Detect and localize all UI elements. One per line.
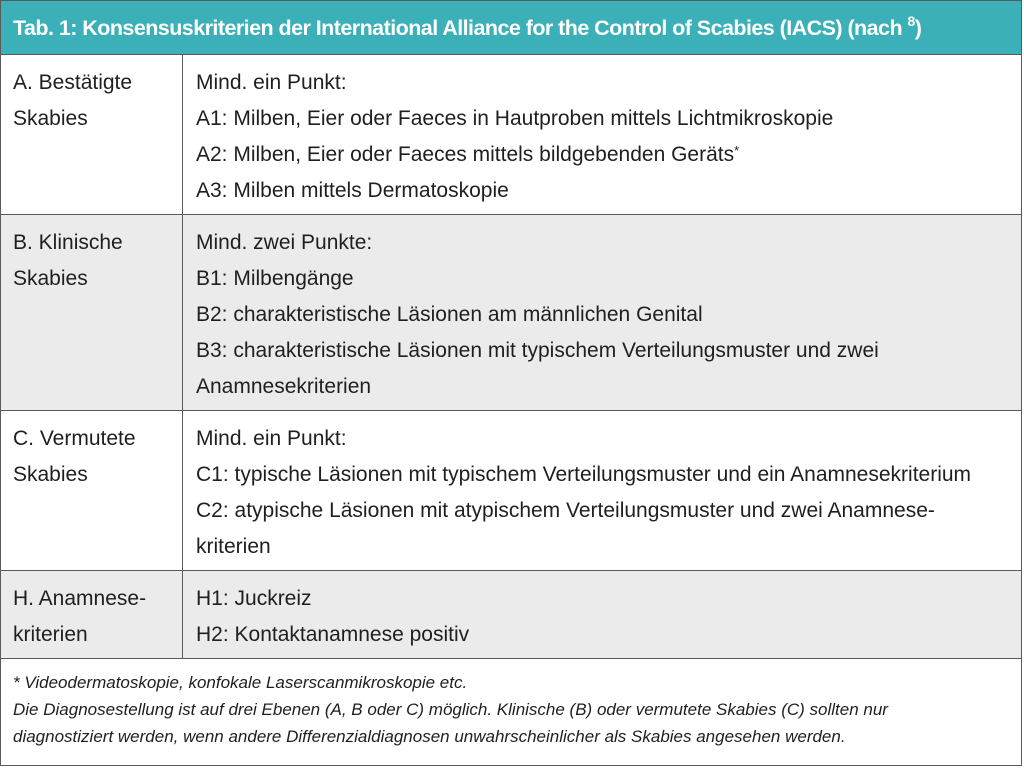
- title-reference: 8: [907, 13, 915, 29]
- row-label-a: [1, 55, 183, 214]
- row-label-h-line2: kriterien: [13, 623, 88, 646]
- row-label-b-line2: Skabies: [13, 267, 88, 290]
- criterion-a1: A1: Milben, Eier oder Faeces in Hautproben mittels Lichtmikroskopie: [196, 107, 834, 130]
- row-content-c: [183, 411, 1021, 570]
- table-row-a: [1, 55, 1021, 215]
- row-label-c-line2: Skabies: [13, 463, 88, 486]
- criterion-c2-cont: kriterien: [196, 535, 271, 558]
- row-label-c: [1, 411, 183, 570]
- criterion-h2: H2: Kontaktanamnese positiv: [196, 623, 470, 646]
- criterion-a2-text: A2: Milben, Eier oder Faeces mittels bildgebenden Geräts: [196, 143, 735, 166]
- criterion-b2: B2: charakteristische Läsionen am männlichen Genital: [196, 303, 703, 326]
- row-content-h: [183, 571, 1021, 658]
- criterion-a2: [196, 137, 1013, 173]
- criterion-h1: H1: Juckreiz: [196, 587, 312, 610]
- footnote-marker: *: [734, 143, 740, 158]
- table-title-text: Tab. 1: Konsensuskriterien der International Alliance for the Control of Scabies (IACS) (nach: [13, 16, 908, 40]
- footnote-line-3: diagnostiziert werden, wenn andere Differenzialdiagnosen unwahrscheinlicher als Skabies angesehen werden.: [13, 727, 846, 746]
- title-close-paren: ): [914, 16, 922, 40]
- table-row-h: [1, 571, 1021, 659]
- row-label-a-line2: Skabies: [13, 107, 88, 130]
- table-footnote: [1, 659, 1021, 750]
- table-title: [1, 1, 1021, 55]
- footnote-line-1: * Videodermatoskopie, konfokale Laserscanmikroskopie etc.: [13, 673, 468, 692]
- row-label-c-line1: C. Vermutete: [13, 427, 136, 450]
- row-label-h: [1, 571, 183, 658]
- row-content-b: [183, 215, 1021, 410]
- row-label-b-line1: B. Klinische: [13, 231, 123, 254]
- row-label-b: [1, 215, 183, 410]
- row-content-a: [183, 55, 1021, 214]
- criteria-heading: Mind. ein Punkt:: [196, 427, 347, 450]
- row-label-a-line1: A. Bestätigte: [13, 71, 133, 94]
- criterion-a3: A3: Milben mittels Dermatoskopie: [196, 179, 509, 202]
- row-label-h-line1: H. Anamnese-: [13, 587, 147, 610]
- criterion-b3-cont: Anamnesekriterien: [196, 375, 372, 398]
- criterion-c1: C1: typische Läsionen mit typischem Verteilungsmuster und ein Anamnesekriterium: [196, 463, 972, 486]
- footnote-line-2: Die Diagnosestellung ist auf drei Ebenen (A, B oder C) möglich. Klinische (B) oder vermutete Skabies (C) sollten nur: [13, 700, 888, 719]
- table-row-c: [1, 411, 1021, 571]
- criteria-heading: Mind. ein Punkt:: [196, 71, 347, 94]
- criteria-heading: Mind. zwei Punkte:: [196, 231, 373, 254]
- criterion-b3: B3: charakteristische Läsionen mit typischem Verteilungsmuster und zwei: [196, 339, 879, 362]
- table-row-b: [1, 215, 1021, 411]
- criterion-c2: C2: atypische Läsionen mit atypischem Verteilungsmuster und zwei Anamnese-: [196, 499, 935, 522]
- criterion-b1: B1: Milbengänge: [196, 267, 354, 290]
